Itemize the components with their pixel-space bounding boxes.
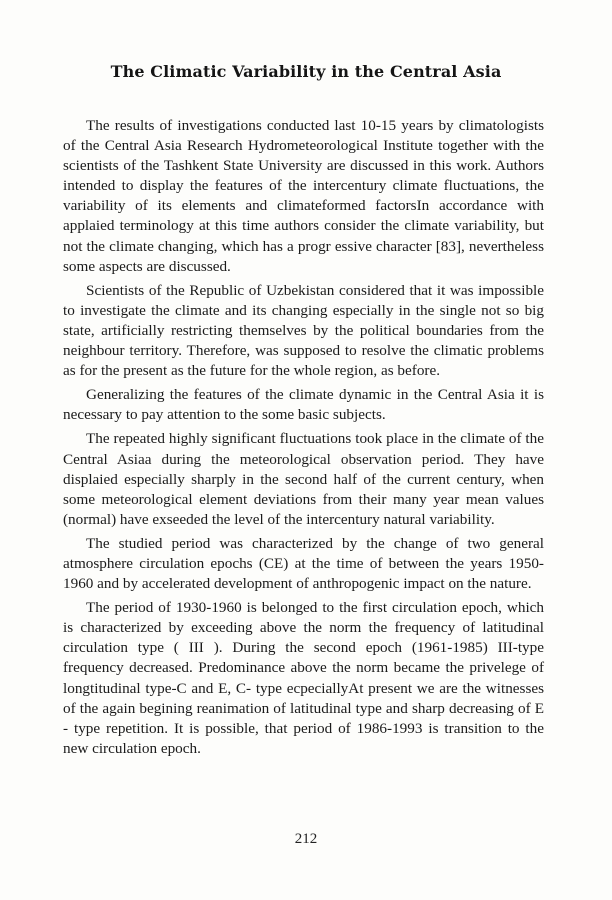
paragraph-6: The period of 1930-1960 is belonged to the first circulation epoch, which is characterized by exceeding above the norm the frequency of latitudinal circulation type ( III ). During the second epoch (1961-1985) III-type frequency decreased. Predominance above the norm became the privelege of longtitudinal type-C and E, C- type ecpeciallyAt present we are the witnesses of the again begining reanimation of latitudinal type and sharp decreasing of E - type repetition. It is possible, that period of 1986-1993 is transition to the new circulation epoch. — [63, 599, 544, 757]
paragraph-2: Scientists of the Republic of Uzbekistan considered that it was impossible to investigate the climate and its changing especially in the single not so big state, artificially restricting themselves by the political boundaries from the neighbour territory. Therefore, was supposed to resolve the climatic problems as for the present as the future for the whole region, as before. — [63, 281, 544, 380]
page-number: 212 — [294, 831, 318, 847]
paragraph-3: Generalizing the features of the climate dynamic in the Central Asia it is necessary to pay attention to the some basic subjects. — [63, 386, 544, 424]
paragraph-5: The studied period was characterized by the change of two general atmosphere circulation epochs (CE) at the time of between the years 1950-1960 and by accelerated development of anthropogenic impact on the nature. — [63, 534, 544, 593]
document-body — [63, 116, 544, 763]
paragraph-4: The repeated highly significant fluctuations took place in the climate of the Central Asiaa during the meteorological observation period. They have displaied especially sharply in the second half of the current century, when some meteorological element deviations from their many year mean values (normal) have exseeded the level of the intercentury natural variability. — [63, 430, 544, 528]
document-title: The Climatic Variability in the Central Asia — [110, 62, 502, 81]
paragraph-1: The results of investigations conducted last 10-15 years by climatologists of the Central Asia Research Hydrometeorological Institute together with the scientists of the Tashkent State University are discussed in this work. Authors intended to display the features of the intercentury climate fluctuations, the variability of its elements and climateformed factorsIn accordance with applaied terminology at this time authors consider the climate variability, but not the climate changing, which has a progr essive character [83], nevertheless some aspects are discussed. — [63, 117, 544, 275]
